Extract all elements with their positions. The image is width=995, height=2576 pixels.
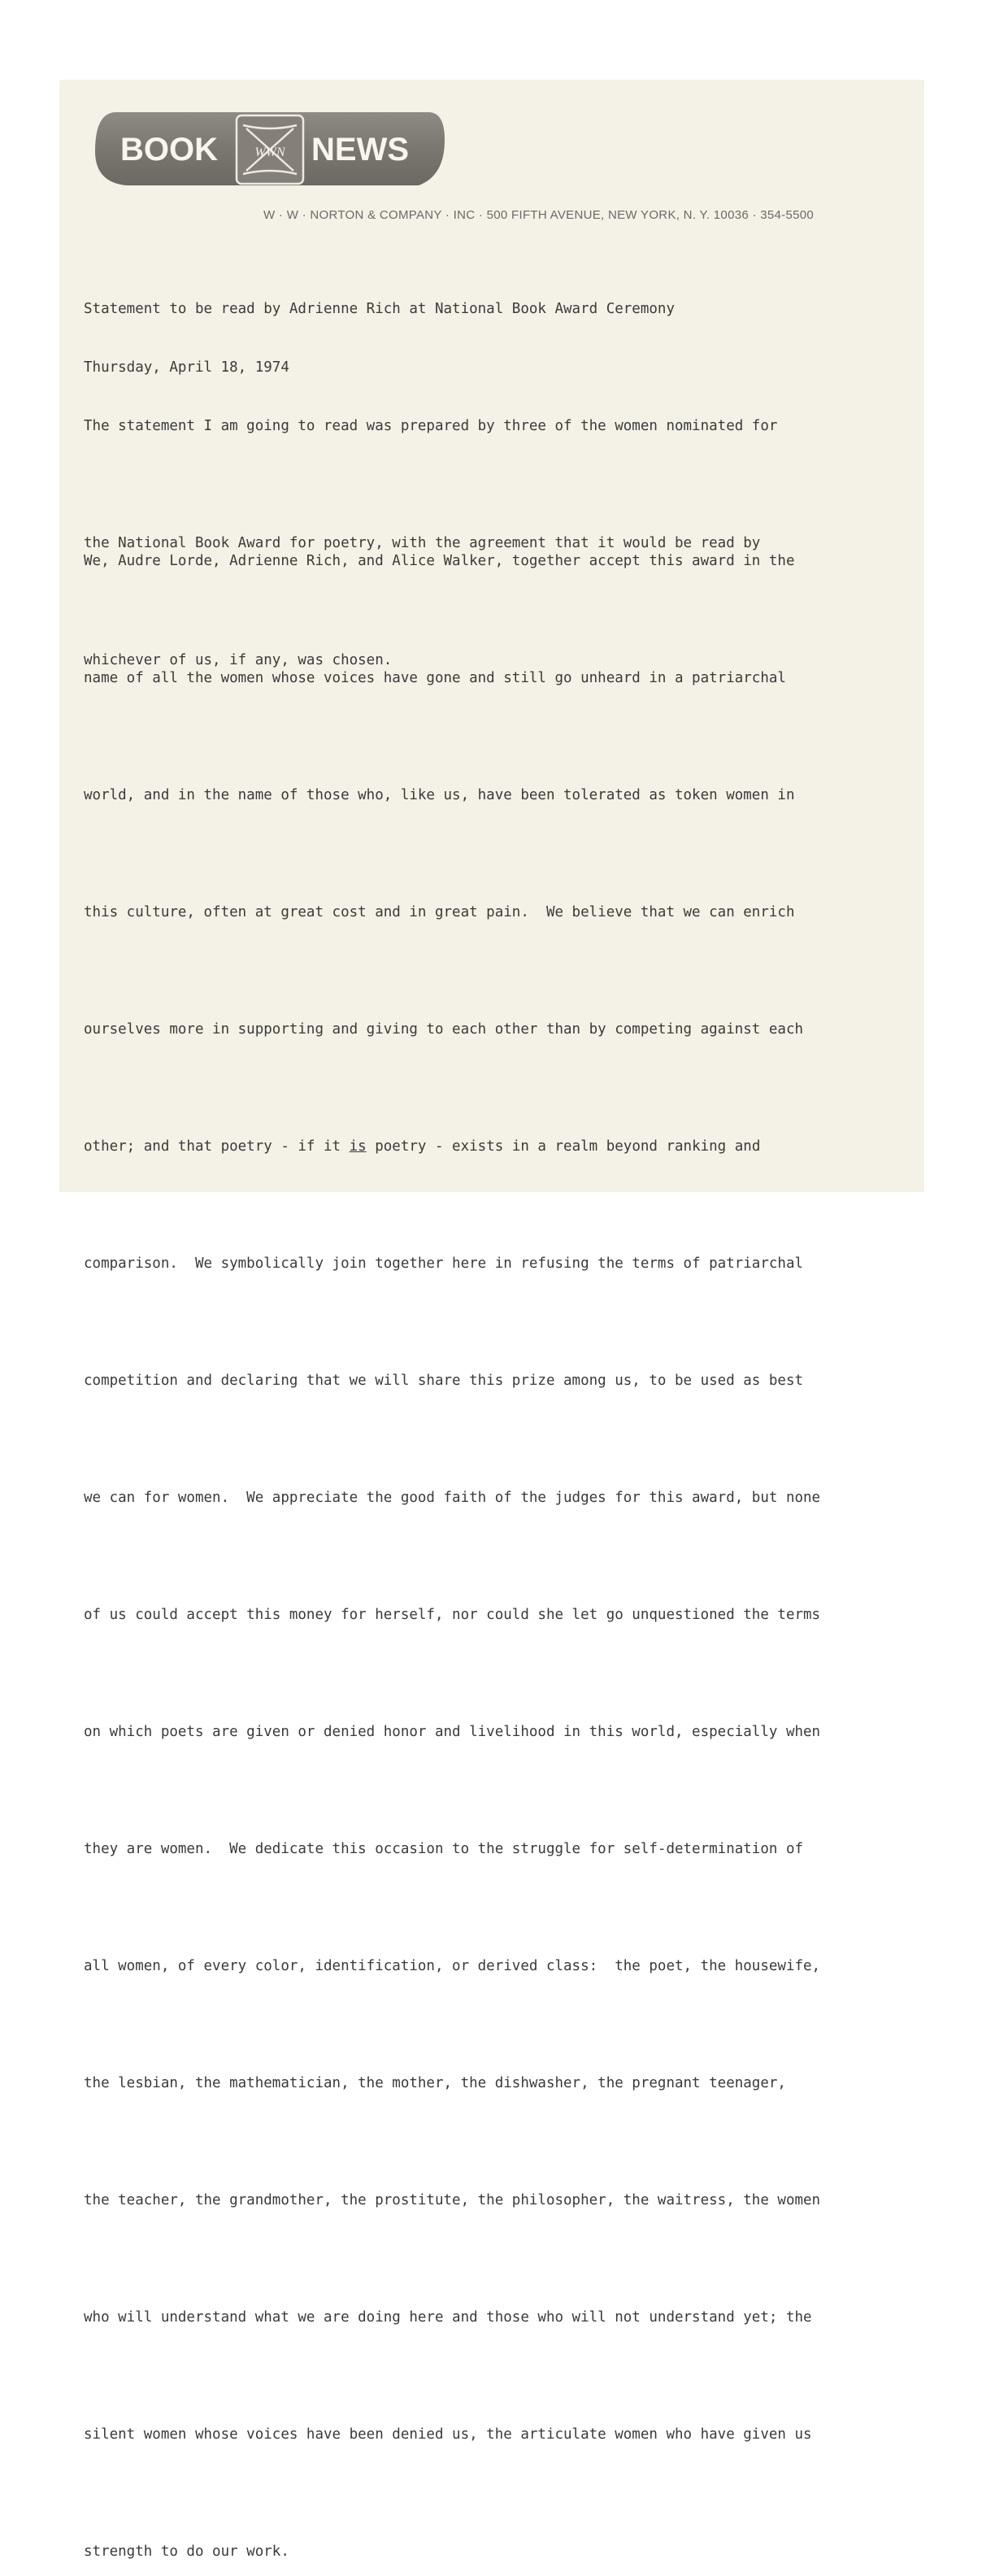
norton-emblem-icon xyxy=(237,115,303,184)
statement-line: they are women. We dedicate this occasion to the struggle for self-determination of xyxy=(84,1841,804,1857)
underlined-word: is xyxy=(349,1138,367,1155)
statement-line: ourselves more in supporting and giving to each other than by competing against each xyxy=(84,1021,804,1038)
statement-line: this culture, often at great cost and in great pain. We believe that we can enrich xyxy=(84,904,795,920)
statement-line xyxy=(84,1127,820,1166)
statement-line: the teacher, the grandmother, the prostitute, the philosopher, the waitress, the women xyxy=(84,2192,821,2208)
intro-line: whichever of us, if any, was chosen. xyxy=(84,652,393,668)
statement-line: the lesbian, the mathematician, the mother, the dishwasher, the pregnant teenager, xyxy=(84,2075,786,2091)
book-news-logo-graphic xyxy=(93,107,445,190)
statement-line: comparison. We symbolically join together here in refusing the terms of patriarchal xyxy=(84,1255,804,1272)
statement-line: competition and declaring that we will share this prize among us, to be used as best xyxy=(84,1373,804,1389)
statement-line: who will understand what we are doing here and those who will not understand yet; the xyxy=(84,2309,812,2326)
statement-line: we can for women. We appreciate the good faith of the judges for this award, but none xyxy=(84,1490,821,1506)
emblem-letters: WWN xyxy=(254,146,285,159)
statement-line: name of all the women whose voices have gone and still go unheard in a patriarchal xyxy=(84,670,786,686)
letterhead-address: W · W · NORTON & COMPANY · INC · 500 FIFTH AVENUE, NEW YORK, N. Y. 10036 · 354-5500 xyxy=(263,208,815,222)
logo-word-book: BOOK xyxy=(120,132,218,168)
intro-line: The statement I am going to read was prepared by three of the women nominated for xyxy=(84,418,778,434)
statement-line: all women, of every color, identification, or derived class: the poet, the housewife, xyxy=(84,1958,821,1974)
heading-date: Thursday, April 18, 1974 xyxy=(84,359,289,376)
statement-line: world, and in the name of those who, like us, have been tolerated as token women in xyxy=(84,787,795,803)
line-segment: poetry - exists in a realm beyond ranking and xyxy=(366,1138,761,1155)
heading-title: Statement to be read by Adrienne Rich at National Book Award Ceremony xyxy=(84,301,675,317)
document-page xyxy=(59,80,924,2560)
statement-paragraph xyxy=(84,463,820,2576)
statement-line: strength to do our work. xyxy=(84,2543,289,2560)
line-segment: other; and that poetry - if it xyxy=(84,1138,350,1155)
book-news-logo xyxy=(93,107,445,190)
intro-line: the National Book Award for poetry, with the agreement that it would be read by xyxy=(84,535,761,551)
statement-line: on which poets are given or denied honor and livelihood in this world, especially when xyxy=(84,1724,821,1740)
statement-line: silent women whose voices have been denied us, the articulate women who have given us xyxy=(84,2426,812,2443)
statement-line: We, Audre Lorde, Adrienne Rich, and Alice Walker, together accept this award in the xyxy=(84,553,795,569)
statement-line: of us could accept this money for herself, nor could she let go unquestioned the terms xyxy=(84,1607,821,1623)
logo-word-news: NEWS xyxy=(311,132,409,168)
